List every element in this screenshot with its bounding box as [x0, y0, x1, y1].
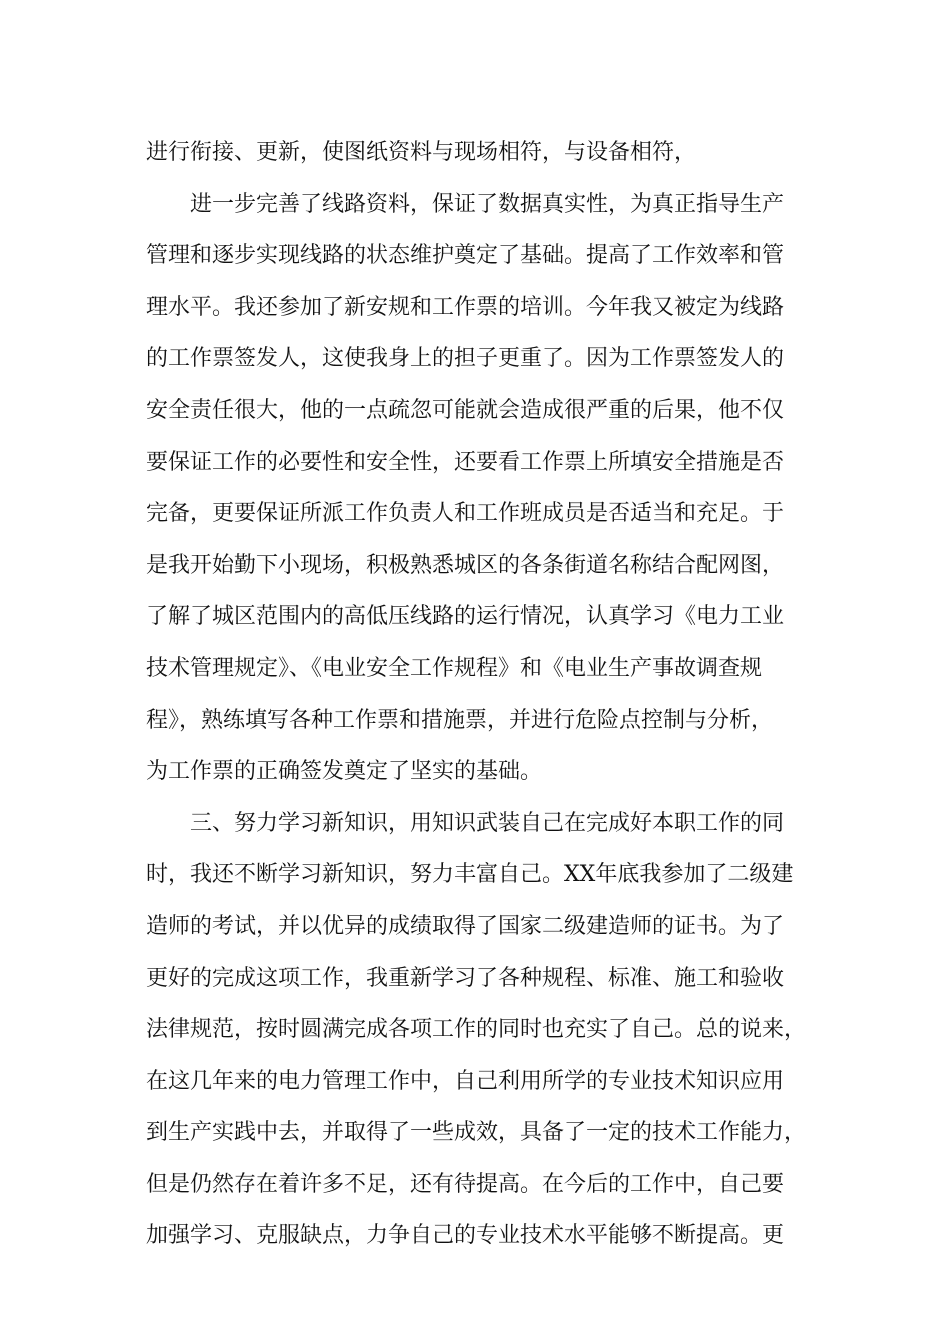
text-line: 更好的完成这项工作，我重新学习了各种规程、标准、施工和验收 — [146, 965, 785, 991]
text-line: 安全责任很大，他的一点疏忽可能就会造成很严重的后果，他不仅 — [146, 397, 785, 423]
text-line: 管理和逐步实现线路的状态维护奠定了基础。提高了工作效率和管 — [146, 243, 785, 269]
text-line: 进行衔接、更新，使图纸资料与现场相符，与设备相符， — [146, 140, 697, 165]
text-line: 的工作票签发人，这使我身上的担子更重了。因为工作票签发人的 — [146, 346, 785, 372]
document-body — [146, 127, 816, 1262]
text-line: 技术管理规定》、《电业安全工作规程》和《电业生产事故调查规 — [146, 655, 763, 681]
text-line: 法律规范，按时圆满完成各项工作的同时也充实了自己。总的说来， — [146, 1017, 807, 1043]
text-line: 时，我还不断学习新知识，努力丰富自己。XX年底我参加了二级建 — [146, 862, 794, 888]
text-line: 在这几年来的电力管理工作中，自己利用所学的专业技术知识应用 — [146, 1068, 785, 1094]
text-line: 要保证工作的必要性和安全性，还要看工作票上所填安全措施是否 — [146, 449, 785, 475]
text-line: 是我开始勤下小现场，积极熟悉城区的各条街道名称结合配网图， — [146, 552, 785, 578]
text-line: 到生产实践中去，并取得了一些成效，具备了一定的技术工作能力， — [146, 1120, 807, 1146]
text-line: 造师的考试，并以优异的成绩取得了国家二级建造师的证书。为了 — [146, 913, 785, 939]
text-line: 但是仍然存在着许多不足，还有待提高。在今后的工作中，自己要 — [146, 1171, 785, 1197]
text-line: 理水平。我还参加了新安规和工作票的培训。今年我又被定为线路 — [146, 294, 785, 320]
text-line: 为工作票的正确签发奠定了坚实的基础。 — [146, 759, 543, 785]
text-line: 程》，熟练填写各种工作票和措施票，并进行危险点控制与分析， — [146, 707, 774, 733]
text-line: 了解了城区范围内的高低压线路的运行情况，认真学习《电力工业 — [146, 604, 785, 630]
text-line: 加强学习、克服缺点，力争自己的专业技术水平能够不断提高。更 — [146, 1223, 785, 1249]
text-line: 完备，更要保证所派工作负责人和工作班成员是否适当和充足。于 — [146, 501, 785, 527]
paragraph-start-line: 三、努力学习新知识，用知识武装自己在完成好本职工作的同 — [190, 810, 785, 836]
paragraph-start-line: 进一步完善了线路资料，保证了数据真实性，为真正指导生产 — [190, 191, 785, 217]
